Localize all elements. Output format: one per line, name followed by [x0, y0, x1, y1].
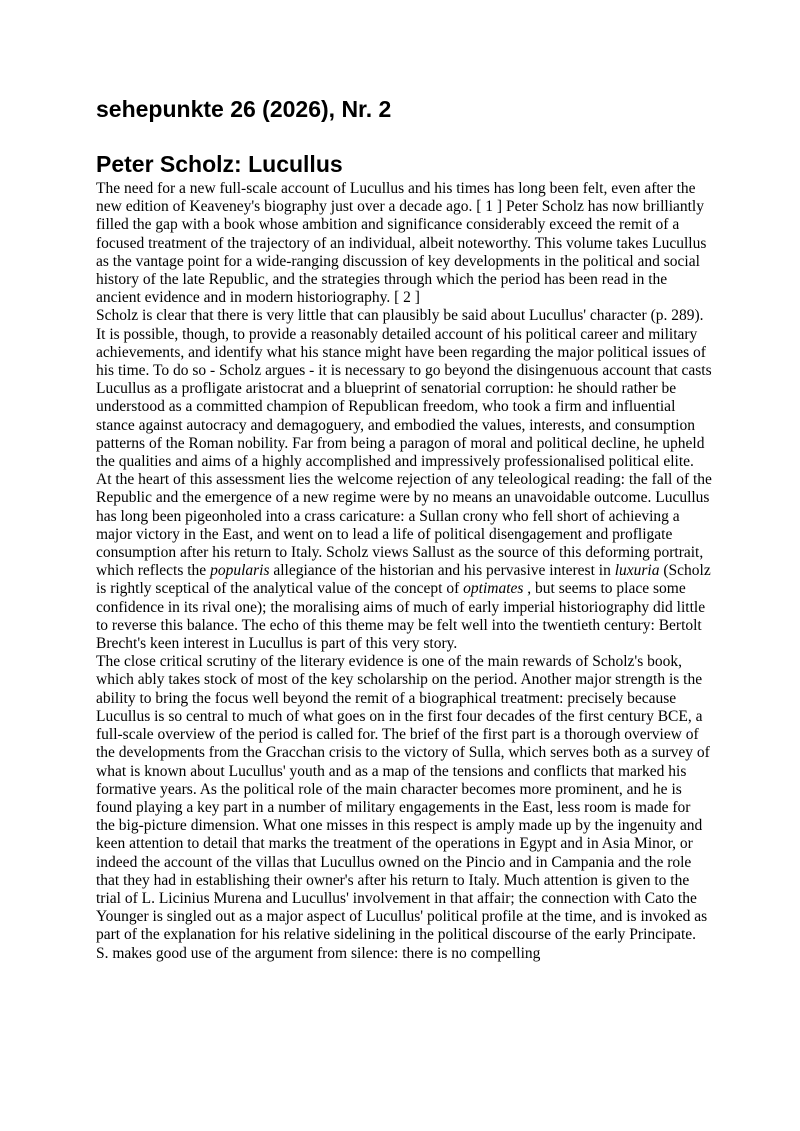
paragraph-2-text-c: (Scholz is rightly sceptical of the analytical value of the concept of: [96, 562, 711, 598]
journal-issue-heading: sehepunkte 26 (2026), Nr. 2: [96, 96, 392, 122]
review-body: [96, 180, 712, 963]
paragraph-2-text-a: Scholz is clear that there is very little that can plausibly be said about Lucullus' character (p. 289). It is possible, though, to provide a reasonably detailed account of his political career and military achievements, and identify what his stance might have been regarding the major political issues of his time. To do so - Scholz argues - it is necessary to go beyond the disingenuous account that casts Lucullus as a profligate aristocrat and a blueprint of senatorial corruption: he should rather be understood as a committed champion of Republican freedom, who took a firm and influential stance against autocracy and demagoguery, and embodied the values, interests, and consumption patterns of the Roman nobility. Far from being a paragon of moral and political decline, he upheld the qualities and aims of a highly accomplished and impressively professionalised political elite. At the heart of this assessment lies the welcome rejection of any teleological reading: the fall of the Republic and the emergence of a new regime were by no means an unavoidable outcome. Lucullus has long been pigeonholed into a crass caricature: a Sullan crony who fell short of achieving a major victory in the East, and went on to lead a life of political disengagement and profligate consumption after his return to Italy. Scholz views Sallust as the source of this deforming portrait, which reflects the: [96, 307, 712, 580]
term-popularis: popularis: [210, 562, 270, 580]
paragraph-1-text-a: The need for a new full-scale account of Lucullus and his times has long been felt, even after the new edition of Keaveney's biography just over a decade ago.: [96, 180, 696, 216]
paragraph-2-text-d: , but seems to place some confidence in its rival one); the moralising aims of much of early imperial historiography did little to reverse this balance. The echo of this theme may be felt well into the twentieth century: Bertolt Brecht's keen interest in Lucullus is part of this very story.: [96, 580, 706, 653]
paragraph-1: [96, 180, 712, 307]
term-optimates: optimates: [463, 580, 524, 598]
footnote-link-1[interactable]: [ 1 ]: [476, 198, 503, 216]
review-title: Peter Scholz: Lucullus: [96, 151, 343, 177]
paragraph-2-text-b: allegiance of the historian and his pervasive interest in: [273, 562, 611, 580]
term-luxuria: luxuria: [614, 562, 660, 580]
paragraph-2: [96, 307, 712, 653]
footnote-link-2[interactable]: [ 2 ]: [394, 289, 420, 307]
paragraph-1-text-b: Peter Scholz has now brilliantly filled the gap with a book whose ambition and significance considerably exceed the remit of a focused treatment of the trajectory of an individual, albeit noteworthy. This volume takes Lucullus as the vantage point for a wide-ranging discussion of key developments in the political and social history of the late Republic, and the strategies through which the period has been read in the ancient evidence and in modern historiography.: [96, 198, 707, 307]
paragraph-3: The close critical scrutiny of the literary evidence is one of the main rewards of Scholz's book, which ably takes stock of most of the key scholarship on the period. Another major strength is the ability to bring the focus well beyond the remit of a biographical treatment: precisely because Lucullus is so central to much of what goes on in the first four decades of the first century BCE, a full-scale overview of the period is called for. The brief of the first part is a thorough overview of the developments from the Gracchan crisis to the victory of Sulla, which serves both as a survey of what is known about Lucullus' youth and as a map of the tensions and conflicts that marked his formative years. As the political role of the main character becomes more prominent, and he is found playing a key part in a number of military engagements in the East, less room is made for the big-picture dimension. What one misses in this respect is amply made up by the ingenuity and keen attention to detail that marks the treatment of the operations in Egypt and in Asia Minor, or indeed the account of the villas that Lucullus owned on the Pincio and in Campania and the role that they had in establishing their owner's after his return to Italy. Much attention is given to the trial of L. Licinius Murena and Lucullus' involvement in that affair; the connection with Cato the Younger is singled out as a major aspect of Lucullus' political profile at the time, and is invoked as part of the explanation for his relative sidelining in the political discourse of the early Principate. S. makes good use of the argument from silence: there is no compelling: [96, 653, 710, 962]
